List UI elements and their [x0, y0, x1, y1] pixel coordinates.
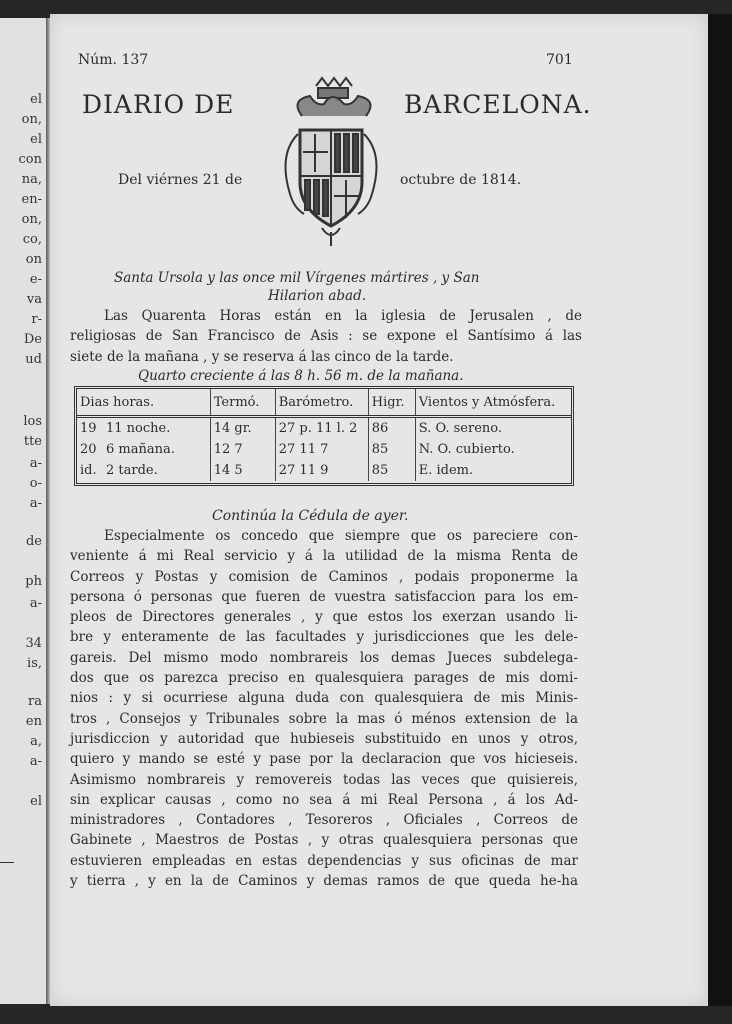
text-line: persona ó personas que fueren de vuestra satisfaccion para los em- [70, 588, 578, 605]
left-fragment: en [25, 714, 42, 729]
saints-of-day: Santa Ursola y las once mil Vírgenes mártires , y San [114, 270, 480, 286]
text-line: sin explicar causas , como no sea á mi Real Persona , á los Ad- [70, 791, 578, 808]
left-fragment: a- [29, 456, 42, 471]
weather-cell: E. idem. [415, 460, 571, 481]
left-fragment: on, [21, 212, 42, 227]
masthead-right: BARCELONA. [404, 90, 592, 119]
weather-header: Barómetro. [275, 389, 368, 417]
weather-cell: S. O. sereno. [415, 417, 571, 440]
issue-date-left: Del viérnes 21 de [118, 172, 243, 188]
text-line: religiosas de San Francisco de Asis : se expone el Santísimo á las [70, 328, 582, 345]
page-number: 701 [546, 52, 573, 68]
left-fragment: con [18, 152, 42, 167]
weather-table [74, 386, 574, 486]
saints-of-day: Hilarion abad. [268, 288, 367, 304]
text-line: ministradores , Contadores , Tesoreros , Oficiales , Correos de [70, 812, 578, 829]
weather-cell: 19 [80, 421, 97, 436]
left-fragment: va [26, 292, 42, 307]
text-line: jurisdiccion y autoridad que hubieseis substituido en unos y otros, [70, 730, 578, 747]
left-fragment: el [30, 92, 42, 107]
weather-cell: N. O. cubierto. [415, 439, 571, 460]
text-line: bre y enteramente de las facultades y jurisdicciones que les dele- [70, 629, 578, 646]
article-body [70, 526, 578, 891]
weather-cell: 27 11 9 [275, 460, 368, 481]
masthead-left: DIARIO DE [82, 90, 235, 119]
weather-cell: 27 p. 11 l. 2 [275, 417, 368, 440]
text-line: gareis. Del mismo modo nombrareis los demas Jueces subdelega- [70, 649, 578, 666]
weather-header-row [77, 389, 571, 417]
left-fragment: co, [22, 232, 42, 247]
left-fragment: na, [21, 172, 42, 187]
weather-row [77, 439, 571, 460]
left-fragment: on [25, 252, 42, 267]
text-line: Asimismo nombrareis y removereis todas las veces que quisiereis, [70, 771, 578, 788]
left-fragment: a- [29, 496, 42, 511]
weather-cell: id. [80, 463, 97, 478]
text-line: quiero y mando se esté y pase por la declaracion que vos hicieseis. [70, 751, 578, 768]
left-fragment: e- [29, 272, 42, 287]
left-fragment: on, [21, 112, 42, 127]
text-line: y tierra , y en la de Caminos y demas ramos de que queda he-ha [70, 873, 578, 890]
left-rule [0, 862, 14, 863]
weather-cell: 85 [368, 439, 415, 460]
weather-header: Dias horas. [77, 389, 210, 417]
issue-date-right: octubre de 1814. [400, 172, 522, 188]
article-heading: Continúa la Cédula de ayer. [212, 508, 409, 524]
weather-header: Higr. [368, 389, 415, 417]
text-line: dos que os parezca preciso en qualesquiera parages de mis domi- [70, 670, 578, 687]
left-fragment: el [30, 794, 42, 809]
moon-phase: Quarto creciente á las 8 h. 56 m. de la mañana. [138, 368, 464, 384]
newspaper-page [50, 14, 708, 1006]
scan-border [708, 14, 732, 1006]
text-line: veniente á mi Real servicio y á la utilidad de la misma Renta de [70, 548, 578, 565]
weather-cell: 86 [368, 417, 415, 440]
left-fragment: ud [25, 352, 42, 367]
left-fragment: ph [25, 574, 42, 589]
text-line: siete de la mañana , y se reserva á las cinco de la tarde. [70, 348, 454, 365]
weather-cell: 14 5 [210, 460, 275, 481]
weather-header: Termó. [210, 389, 275, 417]
text-line: Las Quarenta Horas están en la iglesia de Jerusalen , de [104, 308, 582, 324]
left-fragment: 34 [25, 636, 42, 651]
coat-of-arms-icon [272, 72, 390, 252]
weather-header: Vientos y Atmósfera. [415, 389, 571, 417]
text-line: pleos de Directores generales , y que estos los exerzan usando li- [70, 609, 578, 626]
weather-row [77, 417, 571, 440]
left-fragment: tte [23, 434, 42, 449]
weather-cell: 20 [80, 442, 97, 457]
left-fragment: el [30, 132, 42, 147]
left-fragment: de [25, 534, 42, 549]
left-fragment: ra [28, 694, 42, 709]
weather-cell: 2 tarde. [106, 463, 158, 478]
text-line: Correos y Postas y comision de Caminos , podais proponerme la [70, 568, 578, 585]
text-line: tros , Consejos y Tribunales sobre la mas ó ménos extension de la [70, 710, 578, 727]
weather-cell: 14 gr. [210, 417, 275, 440]
issue-number: Núm. 137 [78, 52, 149, 68]
left-fragment: a- [29, 596, 42, 611]
text-line: estuvieren empleadas en estas dependencias y sus oficinas de mar [70, 852, 578, 869]
left-fragment: o- [29, 476, 42, 491]
left-fragment: en- [21, 192, 42, 207]
weather-row [77, 460, 571, 481]
weather-cell: 6 mañana. [106, 442, 175, 457]
left-fragment: r- [31, 312, 42, 327]
left-fragment: los [23, 414, 42, 429]
left-fragment: is, [27, 656, 42, 671]
left-fragment: a, [30, 734, 42, 749]
weather-cell: 85 [368, 460, 415, 481]
text-line: Especialmente os concedo que siempre que os pareciere con- [104, 528, 578, 544]
quarenta-horas-notice [70, 306, 582, 367]
weather-cell: 12 7 [210, 439, 275, 460]
left-fragment: De [23, 332, 42, 347]
text-line: Gabinete , Maestros de Postas , y otras qualesquiera personas que [70, 832, 578, 849]
weather-cell: 11 noche. [106, 421, 171, 436]
left-fragment: a- [29, 754, 42, 769]
weather-cell: 27 11 7 [275, 439, 368, 460]
left-page-fragment [0, 18, 48, 1004]
text-line: nios : y si ocurriese alguna duda con qualesquiera de mis Minis- [70, 690, 578, 707]
